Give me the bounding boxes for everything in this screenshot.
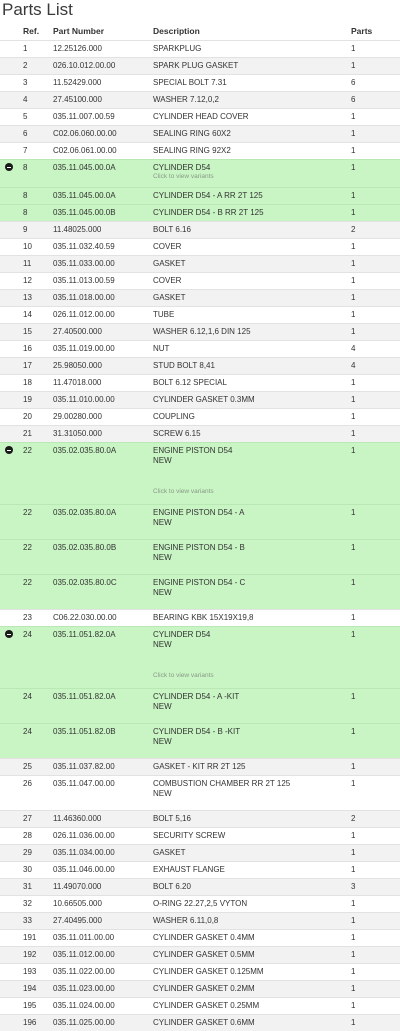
table-row [0, 40, 400, 57]
cell-description: WASHER 7.12,0,2 [153, 95, 219, 104]
cell-parts: 1 [351, 727, 356, 736]
column-header-part-number: Part Number [53, 26, 105, 36]
cell-description: GASKET [153, 293, 186, 302]
cell-part-number: 035.11.019.00.00 [53, 344, 115, 353]
table-row [0, 912, 400, 929]
collapse-variants-icon[interactable] [5, 630, 13, 638]
cell-description: CYLINDER GASKET 0.4MM [153, 933, 255, 942]
cell-ref: 22 [23, 543, 32, 552]
cell-ref: 18 [23, 378, 32, 387]
cell-ref: 17 [23, 361, 32, 370]
cell-description: GASKET - KIT RR 2T 125 [153, 762, 246, 771]
cell-part-number: 035.11.007.00.59 [53, 112, 115, 121]
cell-part-number: 035.11.045.00.0A [53, 163, 116, 172]
cell-part-number: 035.11.011.00.00 [53, 933, 115, 942]
cell-parts: 1 [351, 933, 356, 942]
cell-parts: 1 [351, 967, 356, 976]
cell-parts: 2 [351, 814, 356, 823]
cell-parts: 1 [351, 276, 356, 285]
cell-part-number: 035.02.035.80.0B [53, 543, 117, 552]
cell-part-number: 12.25126.000 [53, 44, 102, 53]
cell-description: ENGINE PISTON D54 - C NEW [153, 578, 246, 597]
table-row [0, 980, 400, 997]
cell-part-number: 026.11.012.00.00 [53, 310, 115, 319]
cell-ref: 193 [23, 967, 37, 976]
table-row [0, 340, 400, 357]
cell-ref: 10 [23, 242, 32, 251]
table-row [0, 997, 400, 1014]
cell-part-number: 035.11.046.00.00 [53, 865, 115, 874]
cell-ref: 24 [23, 630, 32, 639]
table-row [0, 323, 400, 340]
cell-ref: 29 [23, 848, 32, 857]
cell-part-number: 035.11.012.00.00 [53, 950, 115, 959]
column-header-parts: Parts [351, 26, 373, 36]
cell-parts: 1 [351, 446, 356, 455]
cell-parts: 1 [351, 762, 356, 771]
cell-part-number: C02.06.060.00.00 [53, 129, 117, 138]
cell-parts: 1 [351, 129, 356, 138]
cell-ref: 9 [23, 225, 28, 234]
cell-ref: 22 [23, 446, 32, 455]
cell-description: SPECIAL BOLT 7.31 [153, 78, 227, 87]
cell-ref: 22 [23, 578, 32, 587]
cell-description: BOLT 5,16 [153, 814, 191, 823]
cell-parts: 1 [351, 395, 356, 404]
cell-description: CYLINDER D54 - A -KIT NEW [153, 692, 240, 711]
cell-parts: 1 [351, 630, 356, 639]
cell-parts: 1 [351, 1018, 356, 1027]
cell-part-number: 035.02.035.80.0A [53, 446, 117, 455]
cell-parts: 1 [351, 899, 356, 908]
table-row [0, 142, 400, 159]
cell-part-number: 035.11.045.00.0A [53, 191, 116, 200]
cell-ref: 31 [23, 882, 32, 891]
cell-part-number: 035.02.035.80.0A [53, 508, 117, 517]
cell-ref: 16 [23, 344, 32, 353]
cell-part-number: 035.11.033.00.00 [53, 259, 115, 268]
cell-parts: 2 [351, 225, 356, 234]
cell-part-number: 035.11.010.00.00 [53, 395, 115, 404]
cell-part-number: 035.11.023.00.00 [53, 984, 115, 993]
cell-part-number: 31.31050.000 [53, 429, 102, 438]
cell-parts: 1 [351, 327, 356, 336]
cell-parts: 6 [351, 95, 356, 104]
cell-description: GASKET [153, 259, 186, 268]
cell-part-number: 026.10.012.00.00 [53, 61, 116, 70]
cell-ref: 19 [23, 395, 32, 404]
table-row [0, 810, 400, 827]
cell-parts: 1 [351, 543, 356, 552]
cell-ref: 196 [23, 1018, 37, 1027]
variant-row[interactable] [0, 159, 400, 187]
cell-description: BOLT 6.12 SPECIAL [153, 378, 227, 387]
cell-part-number: 035.11.013.00.59 [53, 276, 115, 285]
variant-row [0, 688, 400, 723]
cell-parts: 1 [351, 242, 356, 251]
cell-parts: 1 [351, 916, 356, 925]
cell-parts: 1 [351, 191, 356, 200]
cell-description: CYLINDER D54 NEW [153, 630, 211, 649]
cell-part-number: 035.11.018.00.00 [53, 293, 115, 302]
cell-part-number: 035.11.047.00.00 [53, 779, 115, 788]
collapse-variants-icon[interactable] [5, 163, 13, 171]
cell-parts: 1 [351, 293, 356, 302]
cell-parts: 1 [351, 831, 356, 840]
cell-description: SCREW 6.15 [153, 429, 201, 438]
view-variants-link[interactable]: Click to view variants [153, 488, 214, 495]
cell-description: STUD BOLT 8,41 [153, 361, 215, 370]
table-row [0, 255, 400, 272]
cell-ref: 33 [23, 916, 32, 925]
cell-ref: 6 [23, 129, 28, 138]
table-row [0, 272, 400, 289]
variant-row[interactable] [0, 442, 400, 504]
cell-part-number: 10.66505.000 [53, 899, 102, 908]
cell-parts: 1 [351, 310, 356, 319]
table-row [0, 238, 400, 255]
cell-parts: 1 [351, 146, 356, 155]
variant-row [0, 204, 400, 221]
cell-ref: 194 [23, 984, 37, 993]
table-header [0, 24, 400, 40]
cell-description: ENGINE PISTON D54 NEW [153, 446, 233, 465]
cell-ref: 32 [23, 899, 32, 908]
cell-part-number: 035.11.025.00.00 [53, 1018, 115, 1027]
cell-part-number: 035.02.035.80.0C [53, 578, 117, 587]
cell-ref: 4 [23, 95, 28, 104]
cell-ref: 20 [23, 412, 32, 421]
cell-part-number: 25.98050.000 [53, 361, 102, 370]
cell-part-number: 27.45100.000 [53, 95, 102, 104]
variant-row [0, 187, 400, 204]
view-variants-link[interactable]: Click to view variants [153, 672, 214, 679]
cell-part-number: 035.11.051.82.0A [53, 692, 116, 701]
cell-part-number: 11.46360.000 [53, 814, 102, 823]
cell-part-number: 27.40495.000 [53, 916, 102, 925]
cell-ref: 26 [23, 779, 32, 788]
cell-description: CYLINDER GASKET 0.3MM [153, 395, 255, 404]
table-row [0, 357, 400, 374]
cell-parts: 4 [351, 344, 356, 353]
cell-ref: 7 [23, 146, 28, 155]
table-row [0, 408, 400, 425]
cell-parts: 1 [351, 208, 356, 217]
cell-description: O-RING 22.27,2,5 VYTON [153, 899, 248, 908]
cell-description: SEALING RING 60X2 [153, 129, 231, 138]
cell-description: CYLINDER D54 - A RR 2T 125 [153, 191, 263, 200]
cell-ref: 12 [23, 276, 32, 285]
variant-row [0, 539, 400, 574]
table-row [0, 1014, 400, 1031]
variant-row[interactable] [0, 626, 400, 688]
cell-parts: 1 [351, 1001, 356, 1010]
page-title: Parts List [2, 0, 73, 19]
table-row [0, 758, 400, 775]
cell-ref: 28 [23, 831, 32, 840]
cell-part-number: 035.11.032.40.59 [53, 242, 115, 251]
collapse-variants-icon[interactable] [5, 446, 13, 454]
cell-description: EXHAUST FLANGE [153, 865, 225, 874]
cell-ref: 2 [23, 61, 28, 70]
cell-part-number: 11.47018.000 [53, 378, 102, 387]
table-row [0, 844, 400, 861]
cell-description: BOLT 6.20 [153, 882, 191, 891]
table-row [0, 391, 400, 408]
cell-description: COVER [153, 276, 182, 285]
cell-description: WASHER 6.12,1,6 DIN 125 [153, 327, 251, 336]
cell-parts: 1 [351, 259, 356, 268]
cell-ref: 11 [23, 259, 32, 268]
cell-ref: 24 [23, 727, 32, 736]
cell-description: COUPLING [153, 412, 195, 421]
cell-parts: 1 [351, 848, 356, 857]
table-row [0, 963, 400, 980]
cell-part-number: 035.11.051.82.0A [53, 630, 116, 639]
cell-parts: 1 [351, 112, 356, 121]
cell-description: CYLINDER D54 - B RR 2T 125 [153, 208, 264, 217]
cell-description: ENGINE PISTON D54 - B NEW [153, 543, 245, 562]
cell-description: SPARKPLUG [153, 44, 202, 53]
table-row [0, 91, 400, 108]
cell-part-number: 11.49070.000 [53, 882, 102, 891]
cell-part-number: 035.11.024.00.00 [53, 1001, 115, 1010]
table-row [0, 57, 400, 74]
cell-ref: 14 [23, 310, 32, 319]
cell-part-number: 035.11.022.00.00 [53, 967, 115, 976]
table-row [0, 74, 400, 91]
cell-ref: 195 [23, 1001, 37, 1010]
cell-parts: 1 [351, 578, 356, 587]
cell-parts: 1 [351, 412, 356, 421]
cell-part-number: 035.11.034.00.00 [53, 848, 115, 857]
cell-parts: 3 [351, 882, 356, 891]
table-row [0, 775, 400, 810]
table-row [0, 306, 400, 323]
cell-parts: 1 [351, 779, 356, 788]
cell-description: COMBUSTION CHAMBER RR 2T 125 NEW [153, 779, 291, 798]
table-row [0, 895, 400, 912]
cell-description: SECURITY SCREW [153, 831, 226, 840]
table-row [0, 827, 400, 844]
cell-description: GASKET [153, 848, 186, 857]
cell-parts: 1 [351, 378, 356, 387]
cell-description: ENGINE PISTON D54 - A NEW [153, 508, 245, 527]
cell-ref: 1 [23, 44, 28, 53]
view-variants-link[interactable]: Click to view variants [153, 173, 214, 180]
cell-ref: 24 [23, 692, 32, 701]
cell-description: CYLINDER GASKET 0.2MM [153, 984, 255, 993]
cell-description: CYLINDER GASKET 0.6MM [153, 1018, 255, 1027]
cell-parts: 1 [351, 865, 356, 874]
cell-ref: 3 [23, 78, 28, 87]
cell-description: CYLINDER HEAD COVER [153, 112, 249, 121]
table-row [0, 221, 400, 238]
table-row [0, 929, 400, 946]
cell-description: BOLT 6.16 [153, 225, 191, 234]
table-row [0, 425, 400, 442]
table-row [0, 108, 400, 125]
cell-parts: 1 [351, 61, 356, 70]
cell-parts: 1 [351, 984, 356, 993]
table-row [0, 374, 400, 391]
cell-parts: 1 [351, 44, 356, 53]
cell-part-number: 29.00280.000 [53, 412, 102, 421]
variant-row [0, 723, 400, 758]
cell-ref: 25 [23, 762, 32, 771]
cell-part-number: 026.11.036.00.00 [53, 831, 115, 840]
cell-part-number: C02.06.061.00.00 [53, 146, 117, 155]
variant-row [0, 504, 400, 539]
cell-ref: 15 [23, 327, 32, 336]
cell-ref: 13 [23, 293, 32, 302]
table-row [0, 946, 400, 963]
cell-description: WASHER 6.11,0,8 [153, 916, 219, 925]
cell-description: BEARING KBK 15X19X19,8 [153, 613, 254, 622]
cell-ref: 5 [23, 112, 28, 121]
cell-description: CYLINDER D54 [153, 163, 211, 172]
cell-part-number: 11.52429.000 [53, 78, 102, 87]
cell-parts: 4 [351, 361, 356, 370]
column-header-description: Description [153, 26, 200, 36]
cell-ref: 21 [23, 429, 32, 438]
cell-ref: 8 [23, 208, 28, 217]
table-row [0, 125, 400, 142]
cell-description: NUT [153, 344, 170, 353]
cell-description: CYLINDER D54 - B -KIT NEW [153, 727, 241, 746]
cell-description: CYLINDER GASKET 0.25MM [153, 1001, 260, 1010]
cell-parts: 1 [351, 508, 356, 517]
table-row [0, 861, 400, 878]
cell-parts: 1 [351, 692, 356, 701]
cell-description: CYLINDER GASKET 0.125MM [153, 967, 264, 976]
cell-part-number: C06.22.030.00.00 [53, 613, 117, 622]
variant-row [0, 574, 400, 609]
table-row [0, 289, 400, 306]
cell-description: SPARK PLUG GASKET [153, 61, 239, 70]
cell-part-number: 27.40500.000 [53, 327, 102, 336]
cell-ref: 191 [23, 933, 37, 942]
cell-ref: 30 [23, 865, 32, 874]
cell-part-number: 035.11.037.82.00 [53, 762, 115, 771]
cell-ref: 8 [23, 191, 28, 200]
cell-parts: 1 [351, 950, 356, 959]
table-row [0, 609, 400, 626]
cell-ref: 192 [23, 950, 37, 959]
cell-part-number: 035.11.045.00.0B [53, 208, 116, 217]
cell-parts: 1 [351, 613, 356, 622]
cell-parts: 1 [351, 429, 356, 438]
cell-part-number: 11.48025.000 [53, 225, 102, 234]
cell-ref: 23 [23, 613, 32, 622]
cell-parts: 6 [351, 78, 356, 87]
cell-parts: 1 [351, 163, 356, 172]
table-row [0, 878, 400, 895]
column-header-ref: Ref. [23, 26, 40, 36]
cell-ref: 22 [23, 508, 32, 517]
cell-description: SEALING RING 92X2 [153, 146, 231, 155]
cell-description: COVER [153, 242, 182, 251]
cell-part-number: 035.11.051.82.0B [53, 727, 116, 736]
cell-ref: 27 [23, 814, 32, 823]
cell-ref: 8 [23, 163, 28, 172]
cell-description: TUBE [153, 310, 175, 319]
cell-description: CYLINDER GASKET 0.5MM [153, 950, 255, 959]
